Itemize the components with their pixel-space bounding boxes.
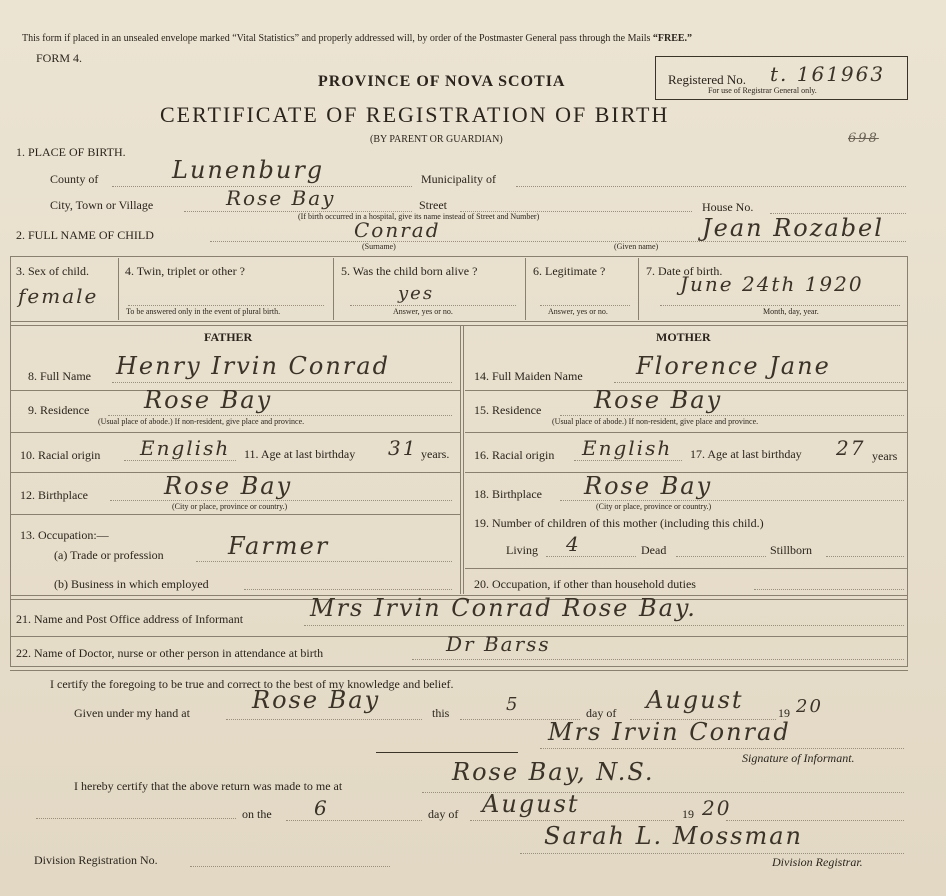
father-years: years. — [421, 447, 450, 461]
mother-birthplace-line — [560, 500, 904, 501]
parents-center-divider — [463, 326, 464, 594]
street-note: (If birth occurred in a hospital, give its name instead of Street and Number) — [298, 212, 540, 221]
child-given-name: Jean Rozabel — [702, 214, 884, 242]
father-birthplace-note: (City or place, province or country.) — [172, 502, 288, 511]
mother-age-label: 17. Age at last birthday — [690, 447, 802, 461]
province-heading: PROVINCE OF NOVA SCOTIA — [318, 73, 566, 90]
day-of-label: day of — [586, 706, 617, 720]
mother-birthplace-note: (City or place, province or country.) — [596, 502, 712, 511]
legitimate-note: Answer, yes or no. — [548, 307, 608, 316]
informant-value: Mrs Irvin Conrad Rose Bay. — [310, 594, 697, 622]
certificate-title: CERTIFICATE OF REGISTRATION OF BIRTH — [160, 102, 670, 127]
father-birthplace-value: Rose Bay — [164, 472, 293, 500]
certify-month-value: August — [646, 686, 744, 714]
stillborn-line — [826, 556, 904, 557]
legitimate-line — [540, 305, 630, 306]
father-race-label: 10. Racial origin — [20, 448, 101, 462]
mother-residence-value: Rose Bay — [594, 386, 723, 414]
registrar-place-value: Rose Bay, N.S. — [452, 758, 655, 786]
doctor-value: Dr Barss — [446, 632, 551, 656]
alive-value: yes — [398, 283, 435, 304]
registrar-year-prefix: 19 — [682, 807, 694, 821]
certify-year-prefix: 19 — [778, 706, 790, 720]
corner-mark: 698 — [848, 131, 879, 146]
alive-label: 5. Was the child born alive ? — [341, 264, 478, 278]
registrar-day-value: 6 — [314, 796, 329, 820]
parents-center-divider — [460, 326, 461, 594]
mother-residence-line — [560, 415, 904, 416]
date-label: 7. Date of birth. — [646, 264, 723, 278]
mail-notice: This form if placed in an unsealed envelope marked “Vital Statistics” and properly addressed will, by order of the Postmaster General pass through the Mails “FREE.” — [22, 33, 693, 44]
registrar-day-line — [286, 820, 422, 821]
division-no-label: Division Registration No. — [34, 853, 158, 867]
mother-name-label: 14. Full Maiden Name — [474, 369, 583, 383]
municipality-line — [516, 186, 906, 187]
father-name-label: 8. Full Name — [28, 369, 91, 383]
alive-note: Answer, yes or no. — [393, 307, 453, 316]
mother-years: years — [872, 449, 898, 463]
informant-label: 21. Name and Post Office address of Informant — [16, 612, 244, 626]
mother-name-line — [614, 382, 904, 383]
doctor-label: 22. Name of Doctor, nurse or other person in attendance at birth — [16, 646, 324, 660]
certify-top-rule — [10, 666, 908, 671]
left-frame — [10, 256, 11, 666]
city-value: Rose Bay — [226, 186, 336, 210]
living-value: 4 — [566, 532, 581, 556]
mother-rule — [465, 432, 908, 433]
mother-heading: MOTHER — [656, 330, 711, 344]
mother-occupation-line — [754, 589, 904, 590]
informant-signature: Mrs Irvin Conrad — [548, 718, 791, 746]
signature-rule — [376, 752, 518, 753]
on-the-label: on the — [242, 807, 272, 821]
registrar-sign-line — [520, 853, 904, 854]
date-note: Month, day, year. — [763, 307, 819, 316]
father-residence-label: 9. Residence — [28, 403, 90, 417]
dead-line — [676, 556, 766, 557]
father-residence-line — [108, 415, 452, 416]
certify-statement: I certify the foregoing to be true and correct to the best of my knowledge and belief. — [50, 677, 454, 691]
facts-divider — [118, 258, 119, 320]
dead-label: Dead — [641, 543, 667, 557]
father-name-value: Henry Irvin Conrad — [116, 352, 390, 380]
sex-label: 3. Sex of child. — [16, 264, 89, 278]
mother-children-label: 19. Number of children of this mother (including this child.) — [474, 516, 764, 530]
registered-number: t. 161963 — [770, 62, 886, 86]
county-label: County of — [50, 172, 99, 186]
twin-label: 4. Twin, triplet or other ? — [125, 264, 245, 278]
mother-residence-note: (Usual place of abode.) If non-resident, give place and province. — [552, 417, 759, 426]
registered-label: Registered No. — [668, 72, 746, 87]
father-business-line — [244, 589, 452, 590]
father-residence-note: (Usual place of abode.) If non-resident, give place and province. — [98, 417, 305, 426]
child-surname: Conrad — [354, 218, 441, 242]
father-birthplace-label: 12. Birthplace — [20, 488, 88, 502]
father-trade-label: (a) Trade or profession — [54, 548, 164, 562]
given-caption: (Given name) — [614, 242, 659, 251]
municipality-label: Municipality of — [421, 172, 496, 186]
form-number: FORM 4. — [36, 51, 83, 65]
father-occupation-label: 13. Occupation:— — [20, 528, 109, 542]
registrar-day-of-label: day of — [428, 807, 459, 821]
registrar-statement: I hereby certify that the above return was made to me at — [74, 779, 343, 793]
registrar-year-line — [726, 820, 904, 821]
twin-note: To be answered only in the event of plural birth. — [126, 307, 281, 316]
right-frame — [907, 256, 908, 666]
registrar-year-value: 20 — [702, 796, 732, 820]
informant-line — [304, 625, 904, 626]
certify-year-value: 20 — [796, 696, 823, 717]
registrar-signature: Sarah L. Mossman — [544, 822, 803, 850]
certificate-subtitle: (BY PARENT OR GUARDIAN) — [370, 134, 503, 145]
father-trade-value: Farmer — [228, 532, 330, 560]
twin-line — [128, 305, 324, 306]
legitimate-label: 6. Legitimate ? — [533, 264, 606, 278]
facts-top-rule — [10, 256, 908, 257]
house-label: House No. — [702, 200, 754, 214]
facts-divider — [333, 258, 334, 320]
given-place-line — [226, 719, 422, 720]
alive-line — [350, 305, 516, 306]
father-race-line — [124, 460, 236, 461]
this-label: this — [432, 706, 450, 720]
father-trade-line — [196, 561, 452, 562]
mother-name-value: Florence Jane — [636, 352, 831, 380]
father-heading: FATHER — [204, 330, 253, 344]
date-value: June 24th 1920 — [680, 272, 864, 296]
father-residence-value: Rose Bay — [144, 386, 273, 414]
father-age-label: 11. Age at last birthday — [244, 447, 356, 461]
registrar-month-line — [470, 820, 674, 821]
signature-line — [540, 748, 904, 749]
mother-occupation-label: 20. Occupation, if other than household duties — [474, 577, 696, 591]
street-label: Street — [419, 198, 447, 212]
mother-rule — [465, 568, 908, 569]
father-birthplace-line — [110, 500, 452, 501]
date-line — [660, 305, 900, 306]
facts-divider — [638, 258, 639, 320]
mother-birthplace-value: Rose Bay — [584, 472, 713, 500]
father-age-value: 31 — [388, 436, 418, 460]
city-label: City, Town or Village — [50, 198, 154, 212]
certify-day-value: 5 — [506, 694, 520, 715]
division-no-line — [190, 866, 390, 867]
father-business-label: (b) Business in which employed — [54, 577, 209, 591]
father-rule — [10, 514, 460, 515]
doctor-line — [412, 659, 904, 660]
parents-top-rule — [10, 321, 908, 326]
living-line — [546, 556, 636, 557]
father-name-line — [112, 382, 452, 383]
mother-age-value: 27 — [836, 436, 866, 460]
mother-race-value: English — [582, 436, 673, 460]
mother-race-line — [574, 460, 682, 461]
registrar-note: For use of Registrar General only. — [708, 86, 817, 95]
living-label: Living — [506, 543, 538, 557]
given-under-label: Given under my hand at — [74, 706, 190, 720]
county-value: Lunenburg — [172, 156, 325, 184]
father-rule — [10, 432, 460, 433]
registrar-left-line — [36, 818, 236, 819]
mother-birthplace-label: 18. Birthplace — [474, 487, 542, 501]
mother-residence-label: 15. Residence — [474, 403, 542, 417]
facts-divider — [525, 258, 526, 320]
father-race-value: English — [140, 436, 231, 460]
registrar-month-value: August — [482, 790, 580, 818]
stillborn-label: Stillborn — [770, 543, 813, 557]
sex-value: female — [18, 284, 99, 308]
surname-caption: (Surname) — [362, 242, 396, 251]
mother-race-label: 16. Racial origin — [474, 448, 555, 462]
place-of-birth-label: 1. PLACE OF BIRTH. — [16, 145, 126, 159]
registrar-label: Division Registrar. — [772, 855, 863, 869]
given-place-value: Rose Bay — [252, 686, 381, 714]
child-name-label: 2. FULL NAME OF CHILD — [16, 228, 154, 242]
signature-label: Signature of Informant. — [742, 751, 855, 765]
